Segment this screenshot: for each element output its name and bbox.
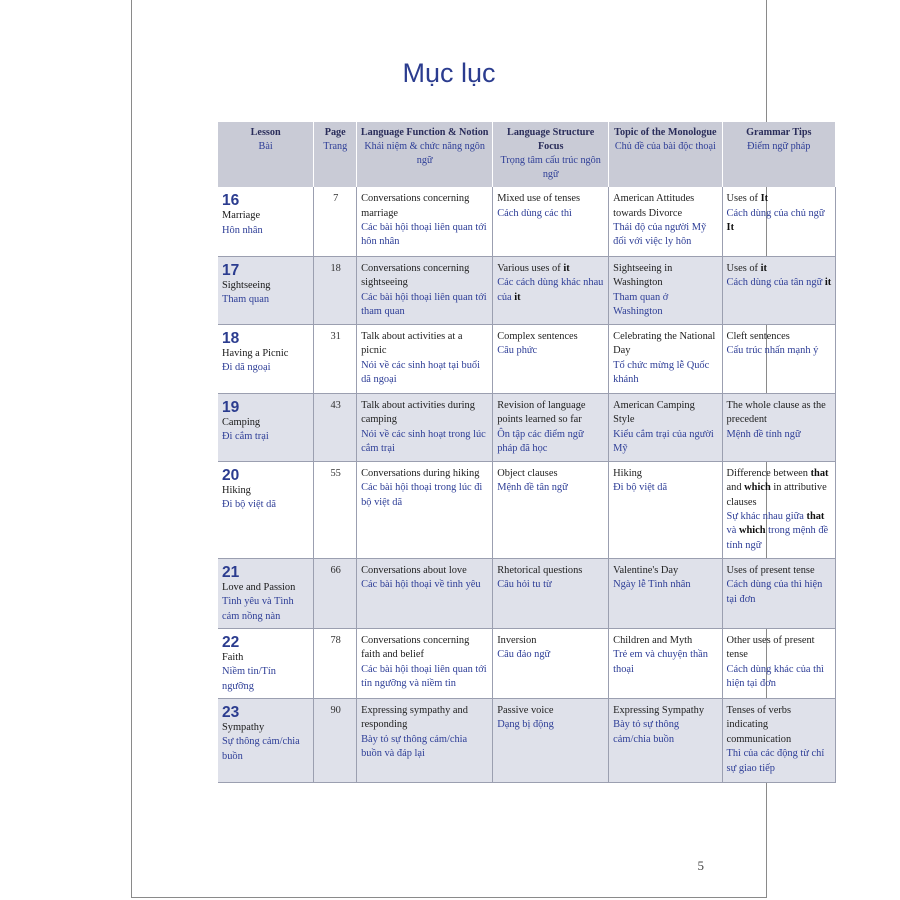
function-cell: Conversations about love Các bài hội thoại về tình yêu [357, 558, 493, 628]
header-grammar: Grammar Tips Điểm ngữ pháp [722, 122, 835, 187]
table-row [218, 699, 836, 783]
lesson-name-vi: Đi cắm trại [222, 431, 269, 443]
grammar-cell: Uses of present tense Cách dùng của thì hiện tại đơn [722, 558, 835, 628]
page-cell: 55 [314, 461, 357, 558]
lesson-name-vi: Niềm tin/Tín ngưỡng [222, 666, 276, 692]
grammar-cell: Difference between that and which in attributive clauses Sự khác nhau giữa that và which trong mệnh đề tính ngữ [722, 461, 835, 558]
topic-cell: American Camping Style Kiểu cắm trại của người Mỹ [609, 393, 722, 461]
structure-cell: Various uses of it Các cách dùng khác nhau của it [493, 256, 609, 324]
page-cell: 78 [314, 628, 357, 698]
table-row [218, 461, 836, 558]
lesson-name: Marriage [222, 210, 261, 222]
lesson-name: Love and Passion [222, 581, 296, 593]
topic-cell: Sightseeing in Washington Tham quan ở Washington [609, 256, 722, 324]
table-row [218, 558, 836, 628]
function-cell: Talk about activities at a picnic Nói về các sinh hoạt tại buổi dã ngoại [357, 324, 493, 393]
header-lesson: Lesson Bài [218, 122, 314, 187]
function-cell: Expressing sympathy and responding Bày tỏ sự thông cảm/chia buồn và đáp lại [357, 699, 493, 783]
page-cell: 18 [314, 256, 357, 324]
page-cell: 66 [314, 558, 357, 628]
lesson-name-vi: Đi dã ngoại [222, 362, 271, 374]
lesson-name: Camping [222, 416, 261, 428]
table-row [218, 393, 836, 461]
lesson-name-vi: Tình yêu và Tình cảm nồng nàn [222, 596, 294, 622]
page-cell: 31 [314, 324, 357, 393]
grammar-cell: Tenses of verbs indicating communication Thì của các động từ chỉ sự giao tiếp [722, 699, 835, 783]
lesson-name: Having a Picnic [222, 347, 289, 359]
structure-cell: Inversion Câu đảo ngữ [493, 628, 609, 698]
lesson-number: 17 [222, 261, 240, 279]
lesson-cell [218, 461, 314, 558]
topic-cell: American Attitudes towards Divorce Thái độ của người Mỹ đối với việc ly hôn [609, 187, 722, 256]
grammar-cell: Other uses of present tense Cách dùng khác của thì hiện tại đơn [722, 628, 835, 698]
structure-cell: Revision of language points learned so far Ôn tập các điểm ngữ pháp đã học [493, 393, 609, 461]
header-topic: Topic of the Monologue Chủ đề của bài độc thoại [609, 122, 722, 187]
header-function: Language Function & Notion Khái niệm & chức năng ngôn ngữ [357, 122, 493, 187]
lesson-name: Faith [222, 651, 244, 663]
lesson-number: 20 [222, 466, 240, 484]
lesson-cell [218, 393, 314, 461]
lesson-name-vi: Sự thông cảm/chia buồn [222, 736, 300, 762]
grammar-cell: Uses of It Cách dùng của chủ ngữ It [722, 187, 835, 256]
topic-cell: Hiking Đi bộ việt dã [609, 461, 722, 558]
header-structure: Language Structure Focus Trọng tâm cấu trúc ngôn ngữ [493, 122, 609, 187]
page-cell: 43 [314, 393, 357, 461]
grammar-cell: Uses of it Cách dùng của tân ngữ it [722, 256, 835, 324]
table-row [218, 256, 836, 324]
page-title: Mục lục [402, 58, 496, 88]
table-row [218, 187, 836, 256]
lesson-name-vi: Đi bộ việt dã [222, 499, 276, 511]
lesson-cell [218, 187, 314, 256]
topic-cell: Expressing Sympathy Bày tỏ sự thông cảm/chia buồn [609, 699, 722, 783]
page-number: 5 [697, 858, 704, 873]
lesson-number: 21 [222, 563, 240, 581]
lesson-cell [218, 256, 314, 324]
page-cell: 7 [314, 187, 357, 256]
topic-cell: Children and Myth Trẻ em và chuyện thần thoại [609, 628, 722, 698]
function-cell: Conversations during hiking Các bài hội thoại trong lúc đi bộ việt dã [357, 461, 493, 558]
function-cell: Conversations concerning sightseeing Các bài hội thoại liên quan tới tham quan [357, 256, 493, 324]
structure-cell: Passive voice Dạng bị động [493, 699, 609, 783]
lesson-number: 19 [222, 398, 240, 416]
lesson-name-vi: Tham quan [222, 294, 270, 306]
page-cell: 90 [314, 699, 357, 783]
table-header-row [218, 122, 836, 187]
lesson-name: Sympathy [222, 722, 265, 734]
lesson-name: Hiking [222, 484, 251, 496]
lesson-number: 23 [222, 704, 240, 722]
grammar-cell: The whole clause as the precedent Mệnh đề tính ngữ [722, 393, 835, 461]
lesson-cell [218, 324, 314, 393]
function-cell: Talk about activities during camping Nói về các sinh hoạt trong lúc cắm trại [357, 393, 493, 461]
topic-cell: Valentine's Day Ngày lễ Tình nhân [609, 558, 722, 628]
lesson-number: 18 [222, 329, 240, 347]
lesson-name-vi: Hôn nhân [222, 224, 263, 236]
grammar-cell: Cleft sentences Cấu trúc nhấn mạnh ý [722, 324, 835, 393]
topic-cell: Celebrating the National Day Tổ chức mừng lễ Quốc khánh [609, 324, 722, 393]
lesson-name: Sightseeing [222, 279, 271, 291]
structure-cell: Rhetorical questions Câu hỏi tu từ [493, 558, 609, 628]
function-cell: Conversations concerning faith and belief Các bài hội thoại liên quan tới tín ngưỡng và niềm tin [357, 628, 493, 698]
header-page: Page Trang [314, 122, 357, 187]
structure-cell: Complex sentences Câu phức [493, 324, 609, 393]
lesson-cell [218, 628, 314, 698]
table-row [218, 628, 836, 698]
table-row [218, 324, 836, 393]
structure-cell: Object clauses Mệnh đề tân ngữ [493, 461, 609, 558]
lesson-number: 22 [222, 633, 240, 651]
document-page [131, 0, 832, 898]
structure-cell: Mixed use of tenses Cách dùng các thì [493, 187, 609, 256]
lesson-number: 16 [222, 192, 240, 210]
function-cell: Conversations concerning marriage Các bài hội thoại liên quan tới hôn nhân [357, 187, 493, 256]
lesson-cell [218, 558, 314, 628]
lesson-cell [218, 699, 314, 783]
contents-table [218, 122, 836, 783]
